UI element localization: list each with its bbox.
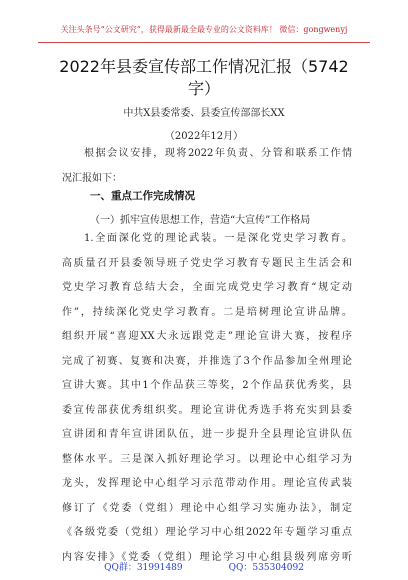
subsection-heading: （一）抓牢宣传思想工作，营造“大宣传”工作格局 [90, 215, 311, 226]
body-line: 宣讲团和青年宣讲团队伍，进一步提升全县理论宣讲队伍 [62, 429, 352, 440]
body-line: 党史学习教育总结大会，全面完成党史学习教育“规定动 [62, 282, 352, 293]
body-line: 1.全面深化党的理论武装。一是深化党史学习教育。 [84, 233, 352, 244]
section-heading: 一、重点工作完成情况 [90, 190, 195, 202]
body-line: 龙头，发挥理论中心组学习示范带动作用。理论宣传武装 [62, 478, 352, 489]
document-author: 中共X县委常委、县委宣传部部长XX [123, 108, 285, 119]
body-line: 委宣传部获优秀组织奖。理论宣讲优秀选手将充实到县委 [62, 404, 352, 416]
body-line: 作”，持续深化党史学习教育。二是培树理论宣讲品牌。 [62, 306, 352, 318]
body-line: 宣讲大赛。其中1个作品获三等奖，2个作品获优秀奖，县 [62, 380, 352, 391]
page-header [0, 0, 408, 46]
body-line: 高质量召开县委领导班子党史学习教育专题民主生活会和 [62, 257, 352, 269]
page-footer [0, 560, 408, 573]
body-line: 内容安排》《党委（党组）理论学习中心组县级列席旁听 [62, 551, 352, 563]
body-line: 完成了初赛、复赛和决赛，并推选了3个作品参加全州理论 [62, 355, 352, 367]
footer-qq-contact: QQ：535304092 [228, 563, 304, 573]
document-date: （2022年12月） [164, 131, 244, 142]
footer-qq-group: QQ群：31991489 [104, 563, 183, 573]
intro-line: 况汇报如下： [62, 172, 122, 184]
body-line: 组织开展“喜迎XX大永远跟党走”理论宣讲大赛，按程序 [62, 331, 352, 342]
body-paragraph [62, 227, 352, 570]
body-line: 《各级党委（党组）理论学习中心组2022年专题学习重点 [62, 527, 352, 538]
header-divider [38, 42, 370, 43]
intro-paragraph [62, 142, 352, 191]
intro-line: 根据会议安排，现将2022年负责、分管和联系工作情 [84, 148, 352, 159]
body-line: 整体水平。三是深入抓好理论学习。以理论中心组学习为 [62, 453, 352, 465]
document-title: 2022年县委宣传部工作情况汇报（5742字） [59, 57, 349, 98]
header-notice: 关注头条号“公文研究”，获得最新最全最专业的公文资料库！ 微信：gongwenyj [60, 25, 348, 34]
body-line: 修订了《党委（党组）理论中心组学习实施办法》，制定 [62, 502, 352, 514]
